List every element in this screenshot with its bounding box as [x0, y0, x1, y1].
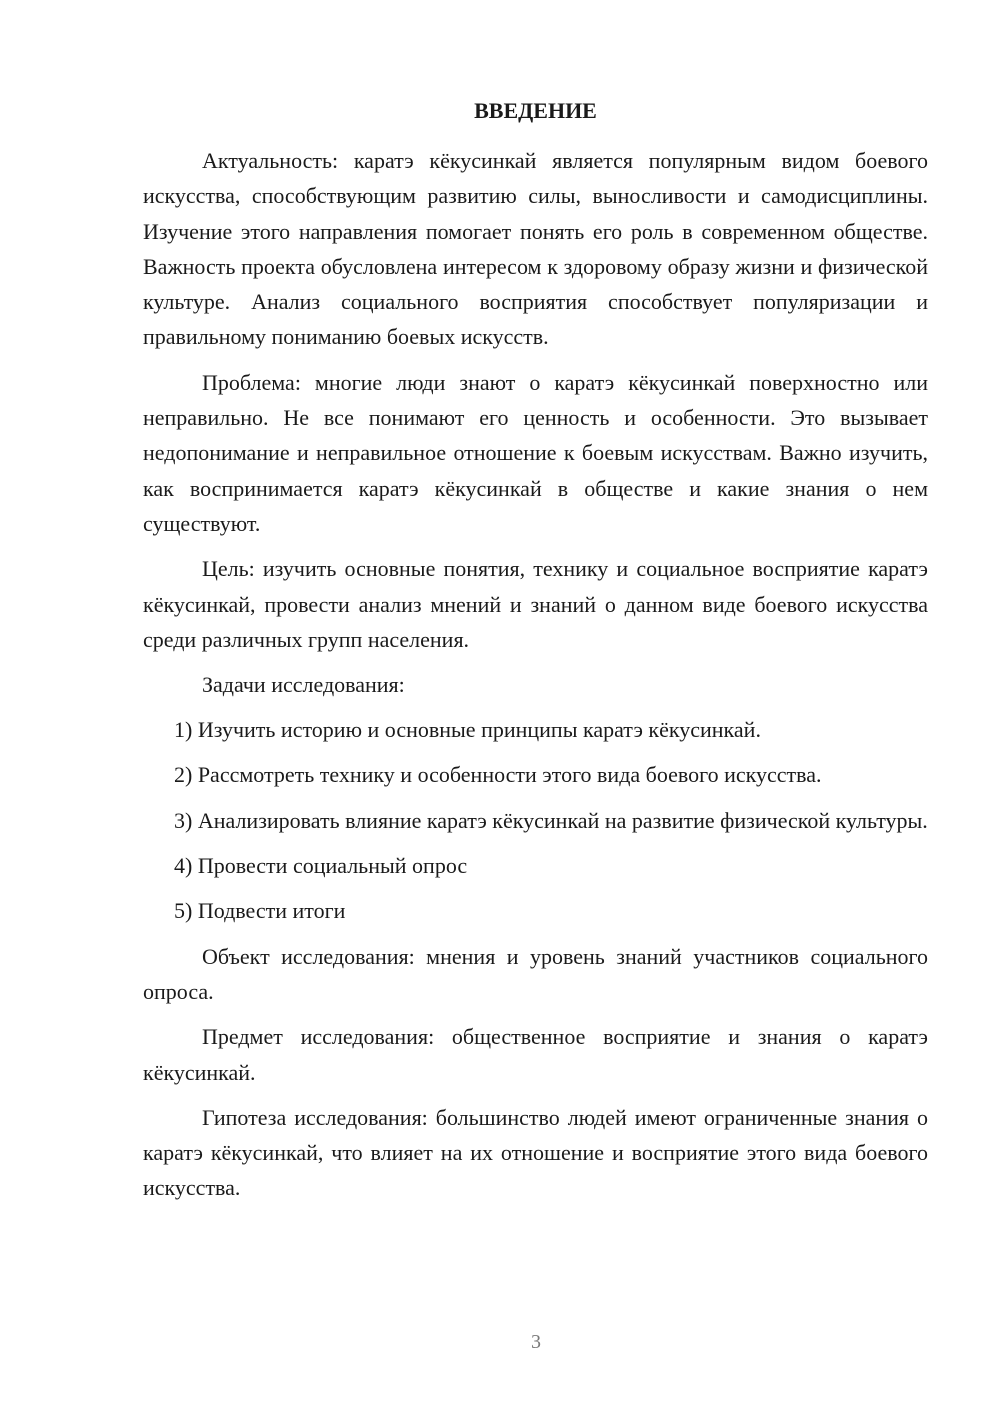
page-number: 3 [531, 1331, 541, 1353]
paragraph-problem: Проблема: многие люди знают о каратэ кёкусинкай поверхностно или неправильно. Не все понимают его ценность и особенности. Это вызывает недопонимание и неправильное отношение к боевым искусствам. Важно изучить, как воспринимается каратэ кёкусинкай в обществе и какие знания о нем существуют. [143, 369, 928, 536]
paragraph-hypothesis: Гипотеза исследования: большинство людей имеют ограниченные знания о каратэ кёкусинкай, что влияет на их отношение и восприятие этого вида боевого искусства. [143, 1104, 928, 1201]
paragraph-goal: Цель: изучить основные понятия, технику и социальное восприятие каратэ кёкусинкай, провести анализ мнений и знаний о данном виде боевого искусства среди различных групп населения. [143, 556, 928, 652]
paragraph-object: Объект исследования: мнения и уровень знаний участников социального опроса. [143, 943, 928, 1004]
document-page [143, 95, 928, 1216]
page-title: ВВЕДЕНИЕ [474, 98, 597, 123]
tasks-list [143, 712, 928, 928]
list-item: 1) Изучить историю и основные принципы каратэ кёкусинкай. [174, 717, 761, 743]
paragraph-relevance: Актуальность: каратэ кёкусинкай является популярным видом боевого искусства, способствующим развитию силы, выносливости и самодисциплины. Изучение этого направления помогает понять его роль в современном обществе. Важность проекта обусловлена интересом к здоровому образу жизни и физической культуре. Анализ социального восприятия способствует популяризации и правильному пониманию боевых искусств. [143, 148, 928, 350]
paragraph-subject: Предмет исследования: общественное восприятие и знания о каратэ кёкусинкай. [143, 1024, 928, 1085]
list-item: 3) Анализировать влияние каратэ кёкусинкай на развитие физической культуры. [174, 807, 928, 833]
tasks-heading: Задачи исследования: [202, 672, 405, 698]
list-item: 4) Провести социальный опрос [174, 853, 468, 879]
list-item: 2) Рассмотреть технику и особенности этого вида боевого искусства. [174, 762, 822, 788]
list-item: 5) Подвести итоги [174, 898, 346, 924]
